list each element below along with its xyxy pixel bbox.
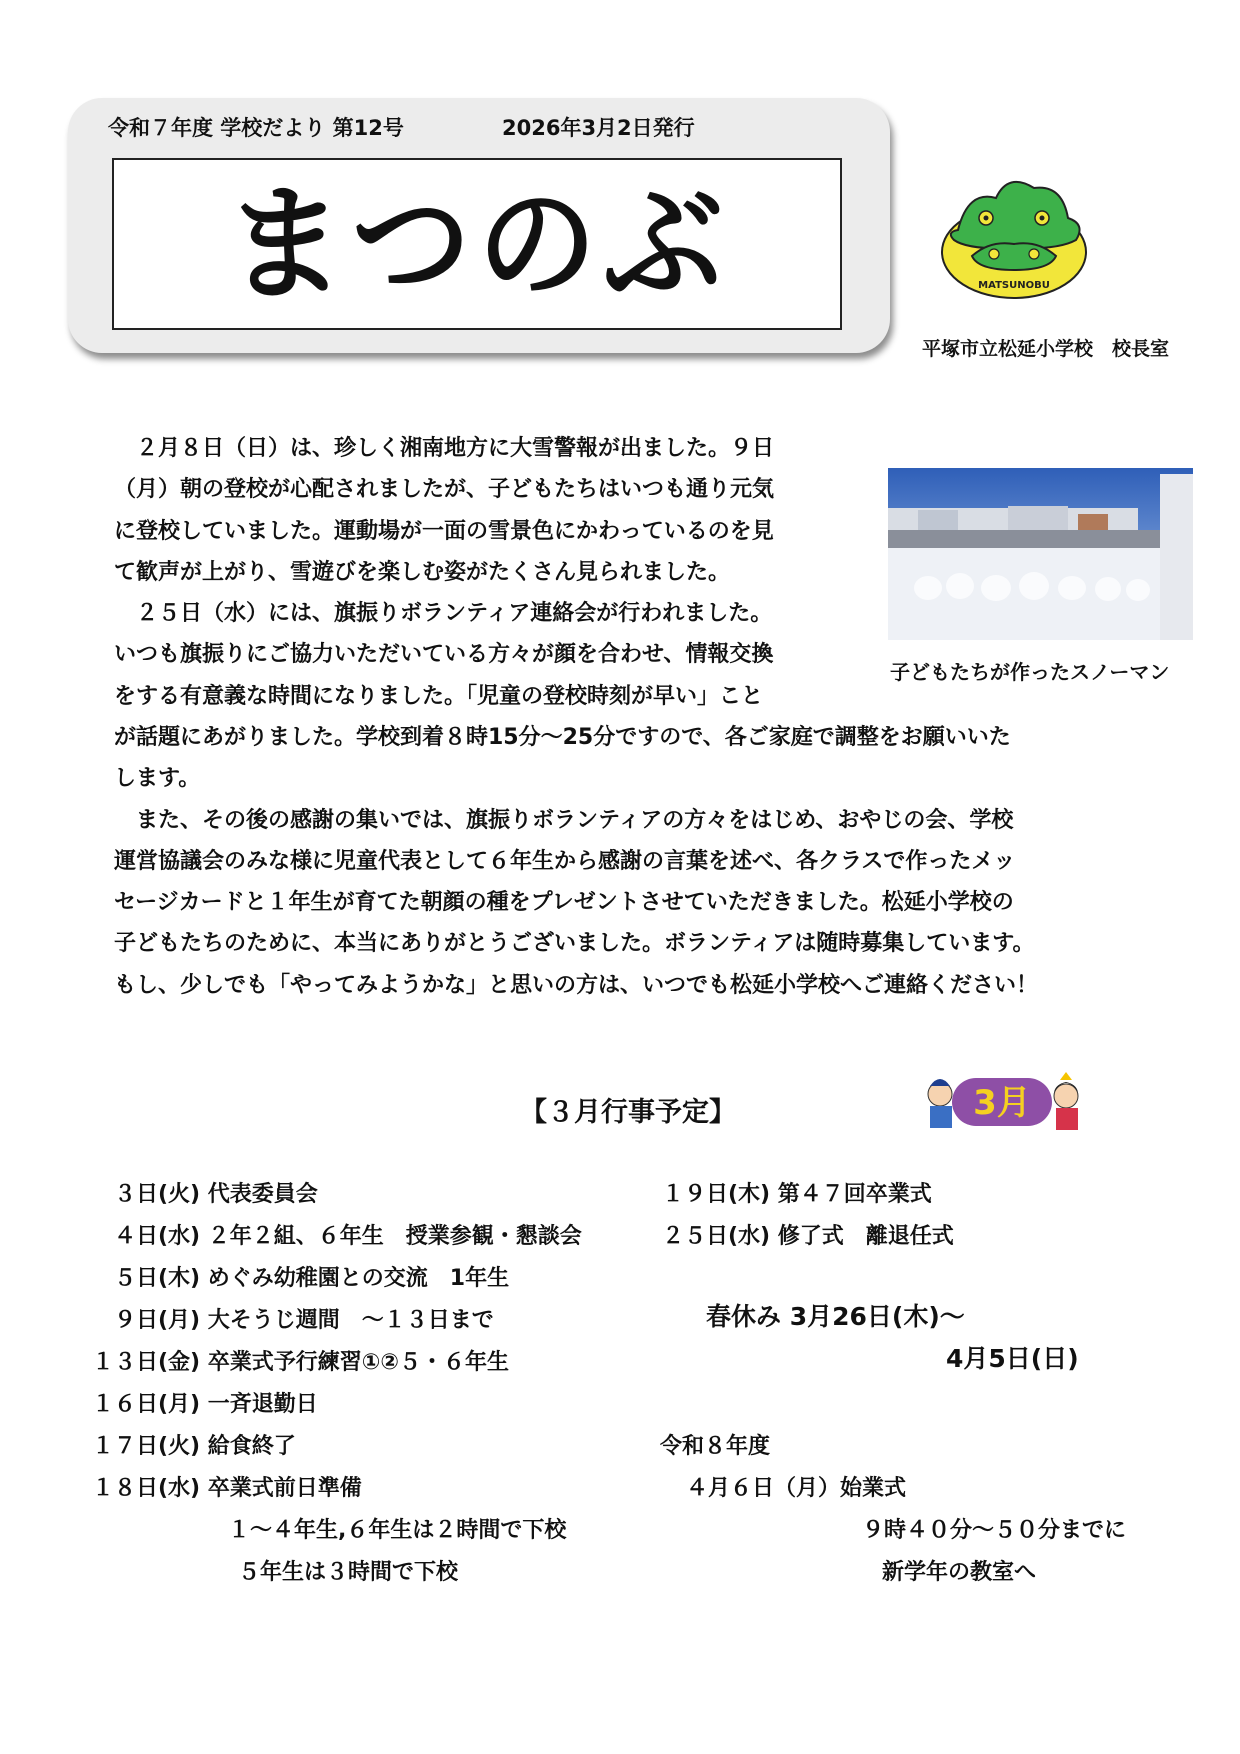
event-note: １～４年生,６年生は２時間で下校 bbox=[228, 1518, 567, 1543]
paragraph-line: に登校していました。運動場が一面の雪景色にかわっているのを見 bbox=[114, 518, 774, 544]
event-item: １９日(木) 第４７回卒業式 bbox=[662, 1182, 932, 1207]
paragraph-line: が話題にあがりました。学校到着８時15分～25分ですので、各ご家庭で調整をお願いいた bbox=[114, 725, 1011, 750]
newsletter-title: まつのぶ bbox=[225, 172, 729, 319]
event-item: １７日(火) 給食終了 bbox=[92, 1434, 296, 1459]
paragraph-line: 運営協議会のみな様に児童代表として６年生から感謝の言葉を述べ、各クラスで作ったメッ bbox=[114, 848, 1016, 874]
school-name: 平塚市立松延小学校 校長室 bbox=[922, 338, 1170, 360]
logo-text: MATSUNOBU bbox=[978, 280, 1050, 291]
paragraph-line: をする有意義な時間になりました。「児童の登校時刻が早い」こと bbox=[114, 683, 764, 709]
march-badge bbox=[918, 1068, 1088, 1134]
event-item: １６日(月) 一斉退勤日 bbox=[92, 1392, 318, 1417]
paragraph-line: もし、少しでも「やってみようかな」と思いの方は、いつでも松延小学校へご連絡ください！ bbox=[114, 972, 1039, 998]
event-note: ５年生は３時間で下校 bbox=[238, 1560, 459, 1585]
paragraph-line: （月）朝の登校が心配されましたが、子どもたちはいつも通り元気 bbox=[114, 477, 775, 503]
event-item: ９日(月) 大そうじ週間 ～１３日まで bbox=[114, 1308, 494, 1333]
snowman-photo bbox=[888, 468, 1193, 640]
next-year-detail: ９時４０分～５０分までに bbox=[862, 1518, 1127, 1543]
paragraph-2-continued bbox=[114, 717, 1134, 1006]
next-year-heading: 令和８年度 bbox=[660, 1434, 771, 1459]
event-item: ４日(水) ２年２組、６年生 授業参観・懇談会 bbox=[114, 1224, 582, 1249]
issue-info: 令和７年度 学校だより 第12号 bbox=[108, 116, 404, 140]
paragraph-line: セージカードと１年生が育てた朝顔の種をプレゼントさせていただきました。松延小学校の bbox=[114, 890, 1014, 916]
paragraph-line: ２５日（水）には、旗振りボランティア連絡会が行われました。 bbox=[114, 601, 773, 627]
next-year-event: ４月６日（月）始業式 bbox=[686, 1476, 907, 1501]
school-mascot-logo bbox=[938, 170, 1090, 300]
paragraph-line: します。 bbox=[114, 766, 201, 792]
next-year-detail: 新学年の教室へ bbox=[882, 1560, 1037, 1585]
badge-label: 3月 bbox=[973, 1083, 1031, 1123]
paragraph-line: て歓声が上がり、雪遊びを楽しむ姿がたくさん見られました。 bbox=[114, 559, 731, 585]
spring-break: 春休み 3月26日(木)～ bbox=[706, 1302, 965, 1331]
paragraph-line: また、その後の感謝の集いでは、旗振りボランティアの方々をはじめ、おやじの会、学校 bbox=[114, 807, 1014, 833]
paragraph-line: いつも旗振りにご協力いただいている方々が顔を合わせ、情報交換 bbox=[114, 642, 774, 668]
paragraph-line: 子どもたちのために、本当にありがとうございました。ボランティアは随時募集しています。 bbox=[114, 931, 1035, 957]
event-item: ５日(木) めぐみ幼稚園との交流 1年生 bbox=[114, 1266, 510, 1291]
paragraph-line: ２月８日（日）は、珍しく湘南地方に大雪警報が出ました。９日 bbox=[114, 436, 775, 461]
event-item: １３日(金) 卒業式予行練習①②５・６年生 bbox=[92, 1350, 510, 1375]
paragraph-1 bbox=[114, 428, 854, 717]
issue-date: 2026年3月2日発行 bbox=[502, 116, 695, 140]
event-item: １８日(水) 卒業式前日準備 bbox=[92, 1476, 362, 1501]
title-frame bbox=[112, 158, 842, 330]
photo-caption: 子どもたちが作ったスノーマン bbox=[890, 660, 1170, 684]
event-item: ２５日(水) 修了式 離退任式 bbox=[662, 1224, 954, 1249]
spring-break-end: 4月5日(日) bbox=[946, 1344, 1079, 1373]
event-item: ３日(火) 代表委員会 bbox=[114, 1182, 318, 1207]
schedule-title: 【３月行事予定】 bbox=[520, 1097, 736, 1128]
